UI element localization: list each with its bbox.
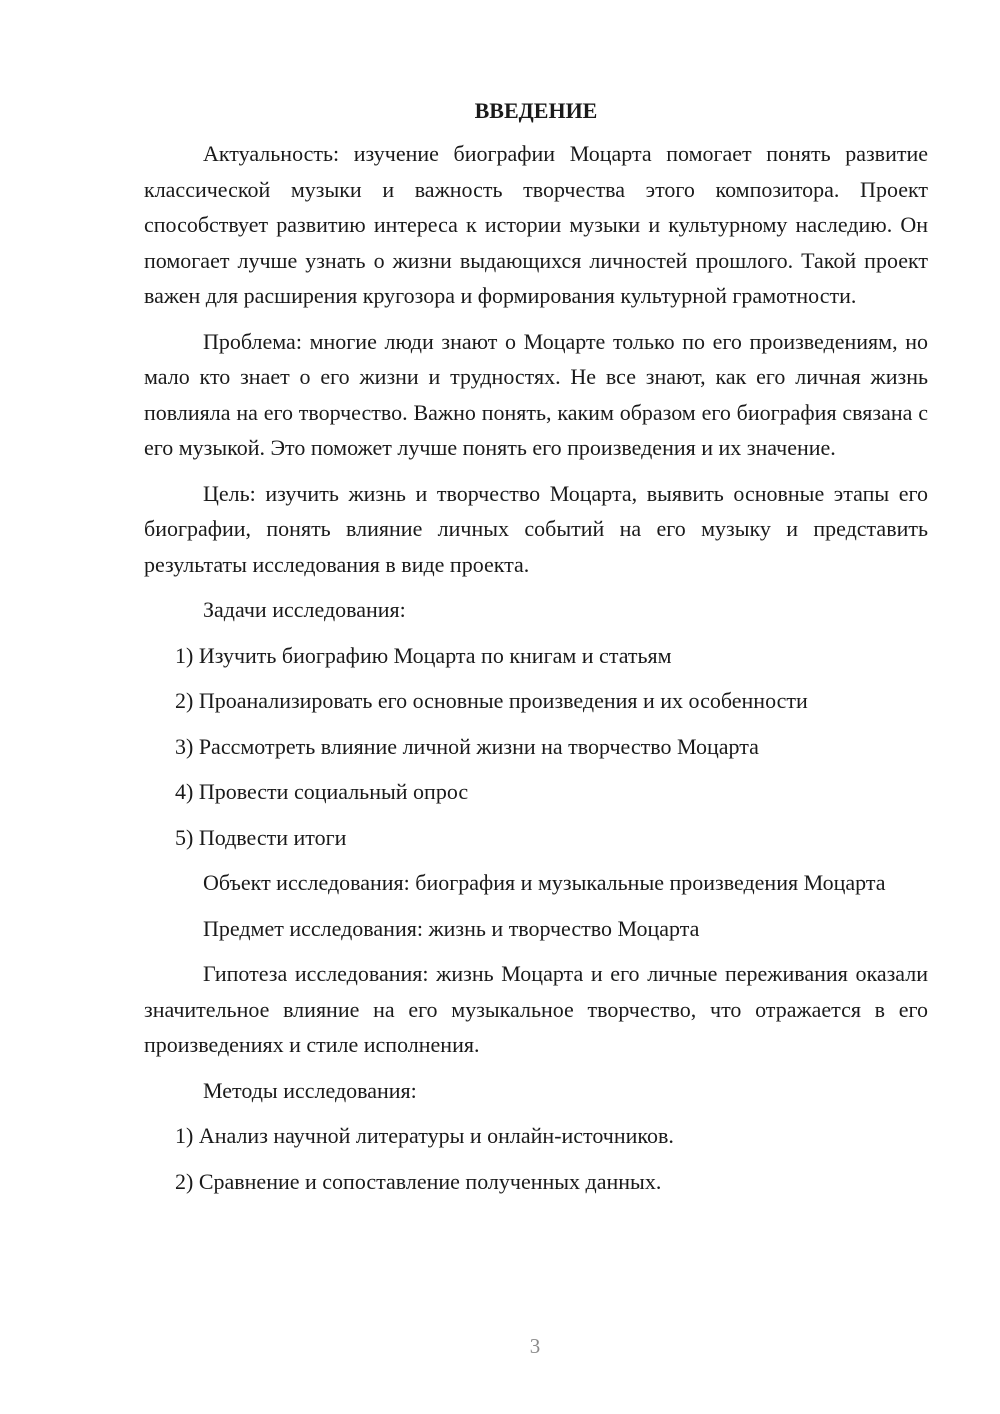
page-title: ВВЕДЕНИЕ bbox=[474, 98, 598, 123]
task-item: 4) Провести социальный опрос bbox=[175, 779, 469, 804]
task-item: 3) Рассмотреть влияние личной жизни на творчество Моцарта bbox=[175, 733, 759, 759]
method-item: 1) Анализ научной литературы и онлайн-источников. bbox=[175, 1123, 674, 1148]
methods-title: Методы исследования: bbox=[203, 1077, 417, 1103]
task-item: 5) Подвести итоги bbox=[175, 824, 347, 850]
method-item: 2) Сравнение и сопоставление полученных данных. bbox=[175, 1168, 662, 1194]
problem-paragraph: Проблема: многие люди знают о Моцарте только по его произведениям, но мало кто знает о его жизни и трудностях. Не все знают, как его личная жизнь повлияла на его творчество. Важно понять, каким образом его биография связана с его музыкой. Это поможет лучше понять его произведения и их значение. bbox=[144, 328, 928, 460]
actuality-paragraph: Актуальность: изучение биографии Моцарта помогает понять развитие классической музыки и важность творчества этого композитора. Проект способствует развитию интереса к истории музыки и культурному наследию. Он помогает лучше узнать о жизни выдающихся личностей прошлого. Такой проект важен для расширения кругозора и формирования культурной грамотности. bbox=[144, 141, 928, 308]
goal-paragraph: Цель: изучить жизнь и творчество Моцарта, выявить основные этапы его биографии, понять влияние личных событий на его музыку и представить результаты исследования в виде проекта. bbox=[144, 480, 928, 577]
hypothesis-paragraph: Гипотеза исследования: жизнь Моцарта и его личные переживания оказали значительное влияние на его музыкальное творчество, что отражается в его произведениях и стиле исполнения. bbox=[144, 961, 928, 1057]
tasks-title: Задачи исследования: bbox=[203, 597, 406, 622]
task-item: 2) Проанализировать его основные произведения и их особенности bbox=[175, 688, 808, 713]
task-item: 1) Изучить биографию Моцарта по книгам и статьям bbox=[175, 642, 672, 668]
subject-paragraph: Предмет исследования: жизнь и творчество Моцарта bbox=[203, 915, 700, 941]
page-content bbox=[144, 95, 928, 1209]
object-paragraph: Объект исследования: биография и музыкальные произведения Моцарта bbox=[203, 870, 886, 895]
page-number: 3 bbox=[529, 1334, 541, 1358]
